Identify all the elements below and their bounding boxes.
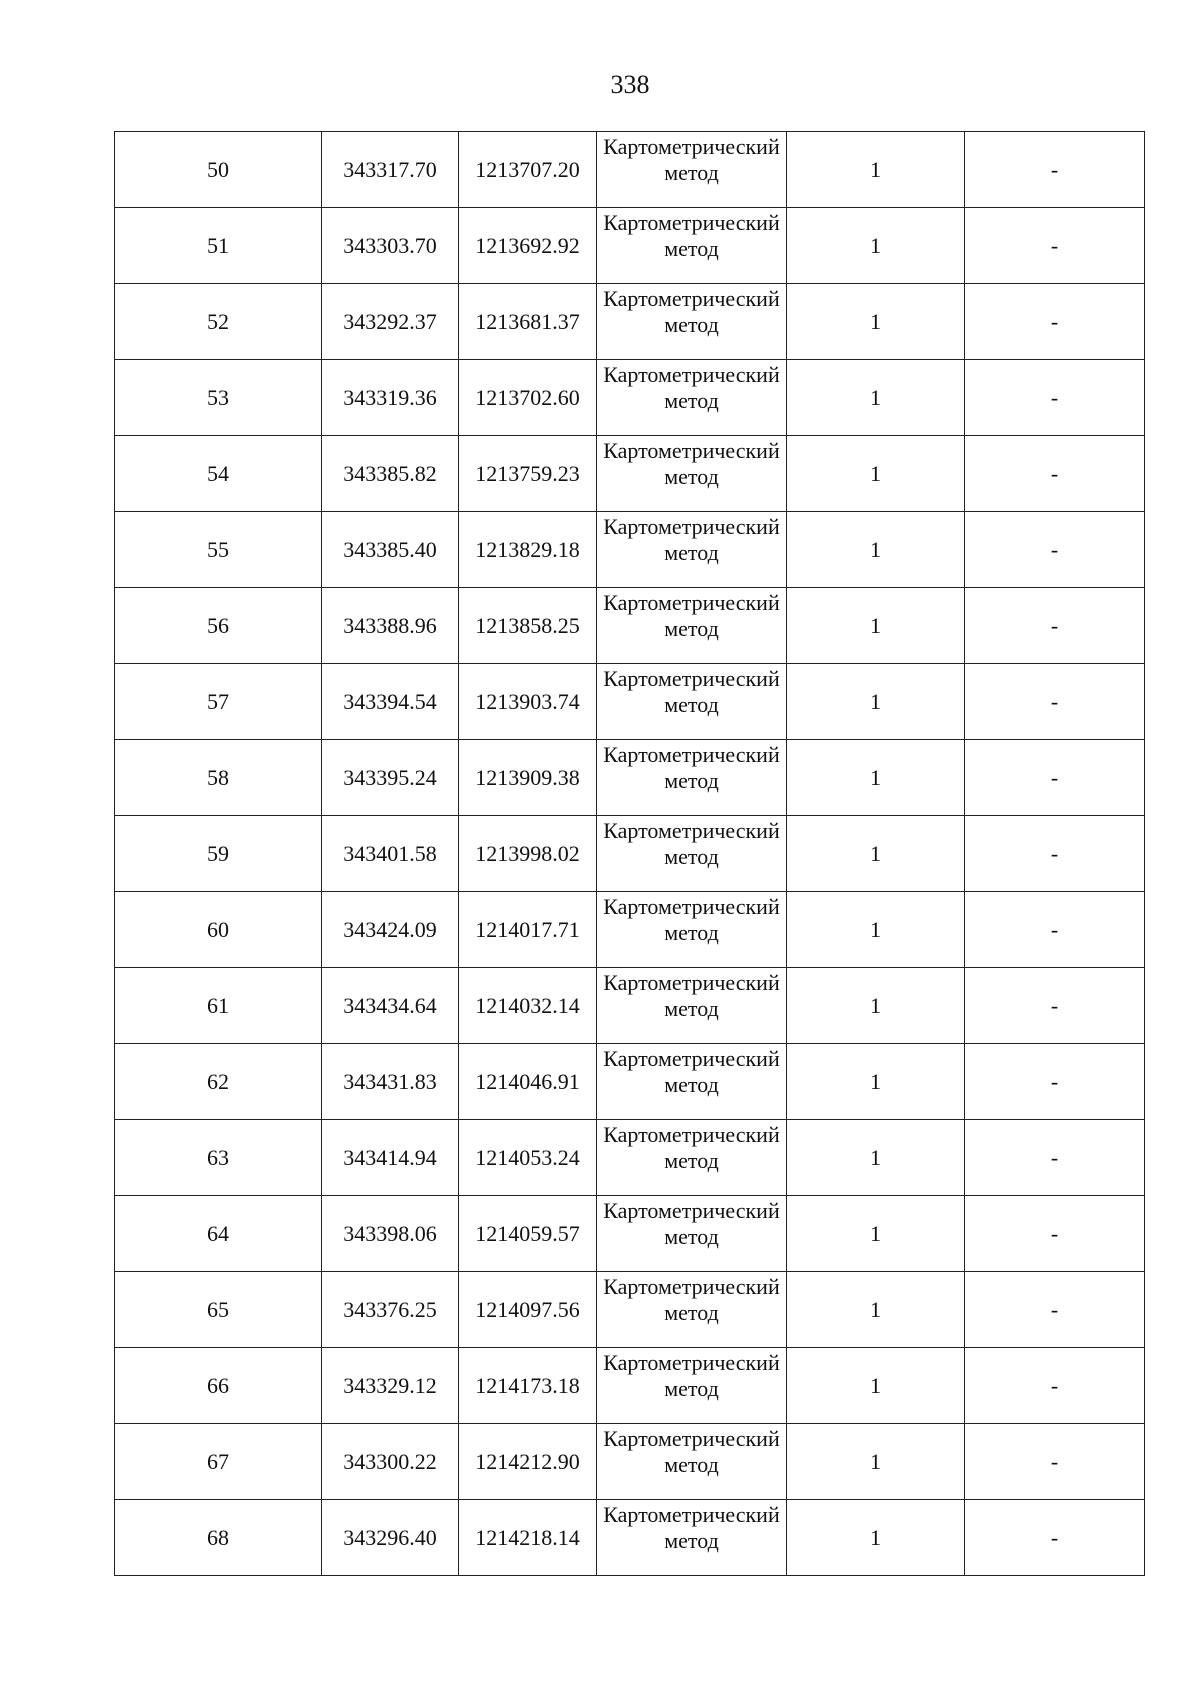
y-coordinate-cell: 1213692.92 [459, 208, 597, 284]
x-coordinate-cell: 343398.06 [322, 1196, 459, 1272]
accuracy-cell: 1 [787, 664, 965, 740]
method-label: Картометрический метод [603, 514, 780, 565]
method-cell [597, 1120, 787, 1196]
table-row [115, 436, 1145, 512]
point-number-cell: 52 [115, 284, 322, 360]
accuracy-cell: 1 [787, 512, 965, 588]
y-coordinate-cell: 1214053.24 [459, 1120, 597, 1196]
method-label: Картометрический метод [603, 970, 780, 1021]
accuracy-cell: 1 [787, 1272, 965, 1348]
coordinates-table [114, 131, 1145, 1576]
table-row [115, 208, 1145, 284]
table-body [115, 132, 1145, 1576]
y-coordinate-cell: 1213759.23 [459, 436, 597, 512]
x-coordinate-cell: 343296.40 [322, 1500, 459, 1576]
note-cell: - [965, 1348, 1145, 1424]
note-cell: - [965, 208, 1145, 284]
method-label: Картометрический метод [603, 1350, 780, 1401]
method-cell [597, 588, 787, 664]
point-number-cell: 51 [115, 208, 322, 284]
table-row [115, 284, 1145, 360]
note-cell: - [965, 1424, 1145, 1500]
table-row [115, 740, 1145, 816]
note-cell: - [965, 1044, 1145, 1120]
accuracy-cell: 1 [787, 360, 965, 436]
point-number-cell: 54 [115, 436, 322, 512]
point-number-cell: 66 [115, 1348, 322, 1424]
accuracy-cell: 1 [787, 740, 965, 816]
note-cell: - [965, 1196, 1145, 1272]
accuracy-cell: 1 [787, 132, 965, 208]
note-cell: - [965, 1272, 1145, 1348]
method-cell [597, 208, 787, 284]
method-label: Картометрический метод [603, 1502, 780, 1553]
y-coordinate-cell: 1214032.14 [459, 968, 597, 1044]
y-coordinate-cell: 1214212.90 [459, 1424, 597, 1500]
y-coordinate-cell: 1214097.56 [459, 1272, 597, 1348]
point-number-cell: 68 [115, 1500, 322, 1576]
table-row [115, 1196, 1145, 1272]
point-number-cell: 57 [115, 664, 322, 740]
x-coordinate-cell: 343319.36 [322, 360, 459, 436]
note-cell: - [965, 512, 1145, 588]
note-cell: - [965, 1500, 1145, 1576]
note-cell: - [965, 132, 1145, 208]
table-row [115, 1120, 1145, 1196]
y-coordinate-cell: 1213909.38 [459, 740, 597, 816]
accuracy-cell: 1 [787, 1044, 965, 1120]
y-coordinate-cell: 1213903.74 [459, 664, 597, 740]
method-cell [597, 968, 787, 1044]
x-coordinate-cell: 343317.70 [322, 132, 459, 208]
method-label: Картометрический метод [603, 742, 780, 793]
note-cell: - [965, 968, 1145, 1044]
x-coordinate-cell: 343388.96 [322, 588, 459, 664]
point-number-cell: 61 [115, 968, 322, 1044]
point-number-cell: 50 [115, 132, 322, 208]
accuracy-cell: 1 [787, 436, 965, 512]
page-number: 338 [610, 70, 650, 99]
method-label: Картометрический метод [603, 894, 780, 945]
x-coordinate-cell: 343434.64 [322, 968, 459, 1044]
accuracy-cell: 1 [787, 968, 965, 1044]
point-number-cell: 53 [115, 360, 322, 436]
method-label: Картометрический метод [603, 1122, 780, 1173]
note-cell: - [965, 892, 1145, 968]
note-cell: - [965, 1120, 1145, 1196]
x-coordinate-cell: 343424.09 [322, 892, 459, 968]
note-cell: - [965, 816, 1145, 892]
point-number-cell: 58 [115, 740, 322, 816]
table-row [115, 968, 1145, 1044]
x-coordinate-cell: 343303.70 [322, 208, 459, 284]
method-label: Картометрический метод [603, 1274, 780, 1325]
method-label: Картометрический метод [603, 438, 780, 489]
method-cell [597, 1348, 787, 1424]
accuracy-cell: 1 [787, 1500, 965, 1576]
note-cell: - [965, 436, 1145, 512]
x-coordinate-cell: 343395.24 [322, 740, 459, 816]
table-row [115, 1272, 1145, 1348]
table-row [115, 892, 1145, 968]
y-coordinate-cell: 1213702.60 [459, 360, 597, 436]
note-cell: - [965, 360, 1145, 436]
note-cell: - [965, 664, 1145, 740]
y-coordinate-cell: 1213829.18 [459, 512, 597, 588]
y-coordinate-cell: 1214173.18 [459, 1348, 597, 1424]
note-cell: - [965, 740, 1145, 816]
method-cell [597, 1424, 787, 1500]
x-coordinate-cell: 343431.83 [322, 1044, 459, 1120]
point-number-cell: 60 [115, 892, 322, 968]
table-row [115, 132, 1145, 208]
x-coordinate-cell: 343385.40 [322, 512, 459, 588]
accuracy-cell: 1 [787, 892, 965, 968]
method-cell [597, 740, 787, 816]
accuracy-cell: 1 [787, 1120, 965, 1196]
method-label: Картометрический метод [603, 1198, 780, 1249]
method-cell [597, 1196, 787, 1272]
x-coordinate-cell: 343414.94 [322, 1120, 459, 1196]
accuracy-cell: 1 [787, 1424, 965, 1500]
method-cell [597, 816, 787, 892]
accuracy-cell: 1 [787, 284, 965, 360]
point-number-cell: 56 [115, 588, 322, 664]
table-row [115, 512, 1145, 588]
note-cell: - [965, 588, 1145, 664]
x-coordinate-cell: 343300.22 [322, 1424, 459, 1500]
x-coordinate-cell: 343385.82 [322, 436, 459, 512]
accuracy-cell: 1 [787, 816, 965, 892]
accuracy-cell: 1 [787, 1348, 965, 1424]
table-row [115, 664, 1145, 740]
method-label: Картометрический метод [603, 210, 780, 261]
method-label: Картометрический метод [603, 590, 780, 641]
method-label: Картометрический метод [603, 1426, 780, 1477]
x-coordinate-cell: 343329.12 [322, 1348, 459, 1424]
method-label: Картометрический метод [603, 134, 780, 185]
y-coordinate-cell: 1214046.91 [459, 1044, 597, 1120]
method-cell [597, 664, 787, 740]
y-coordinate-cell: 1213681.37 [459, 284, 597, 360]
point-number-cell: 65 [115, 1272, 322, 1348]
accuracy-cell: 1 [787, 588, 965, 664]
method-cell [597, 436, 787, 512]
x-coordinate-cell: 343401.58 [322, 816, 459, 892]
method-cell [597, 1044, 787, 1120]
method-label: Картометрический метод [603, 286, 780, 337]
x-coordinate-cell: 343292.37 [322, 284, 459, 360]
method-cell [597, 132, 787, 208]
table-row [115, 816, 1145, 892]
table-row [115, 1424, 1145, 1500]
method-label: Картометрический метод [603, 666, 780, 717]
y-coordinate-cell: 1213707.20 [459, 132, 597, 208]
method-cell [597, 892, 787, 968]
table-row [115, 1500, 1145, 1576]
table-row [115, 588, 1145, 664]
accuracy-cell: 1 [787, 1196, 965, 1272]
point-number-cell: 62 [115, 1044, 322, 1120]
method-label: Картометрический метод [603, 1046, 780, 1097]
y-coordinate-cell: 1213998.02 [459, 816, 597, 892]
x-coordinate-cell: 343376.25 [322, 1272, 459, 1348]
y-coordinate-cell: 1213858.25 [459, 588, 597, 664]
point-number-cell: 59 [115, 816, 322, 892]
point-number-cell: 55 [115, 512, 322, 588]
y-coordinate-cell: 1214017.71 [459, 892, 597, 968]
method-cell [597, 1500, 787, 1576]
x-coordinate-cell: 343394.54 [322, 664, 459, 740]
method-cell [597, 360, 787, 436]
method-cell [597, 284, 787, 360]
method-cell [597, 1272, 787, 1348]
point-number-cell: 64 [115, 1196, 322, 1272]
table-row [115, 1348, 1145, 1424]
point-number-cell: 67 [115, 1424, 322, 1500]
y-coordinate-cell: 1214218.14 [459, 1500, 597, 1576]
table-row [115, 360, 1145, 436]
note-cell: - [965, 284, 1145, 360]
y-coordinate-cell: 1214059.57 [459, 1196, 597, 1272]
accuracy-cell: 1 [787, 208, 965, 284]
method-label: Картометрический метод [603, 362, 780, 413]
method-label: Картометрический метод [603, 818, 780, 869]
table-row [115, 1044, 1145, 1120]
method-cell [597, 512, 787, 588]
point-number-cell: 63 [115, 1120, 322, 1196]
